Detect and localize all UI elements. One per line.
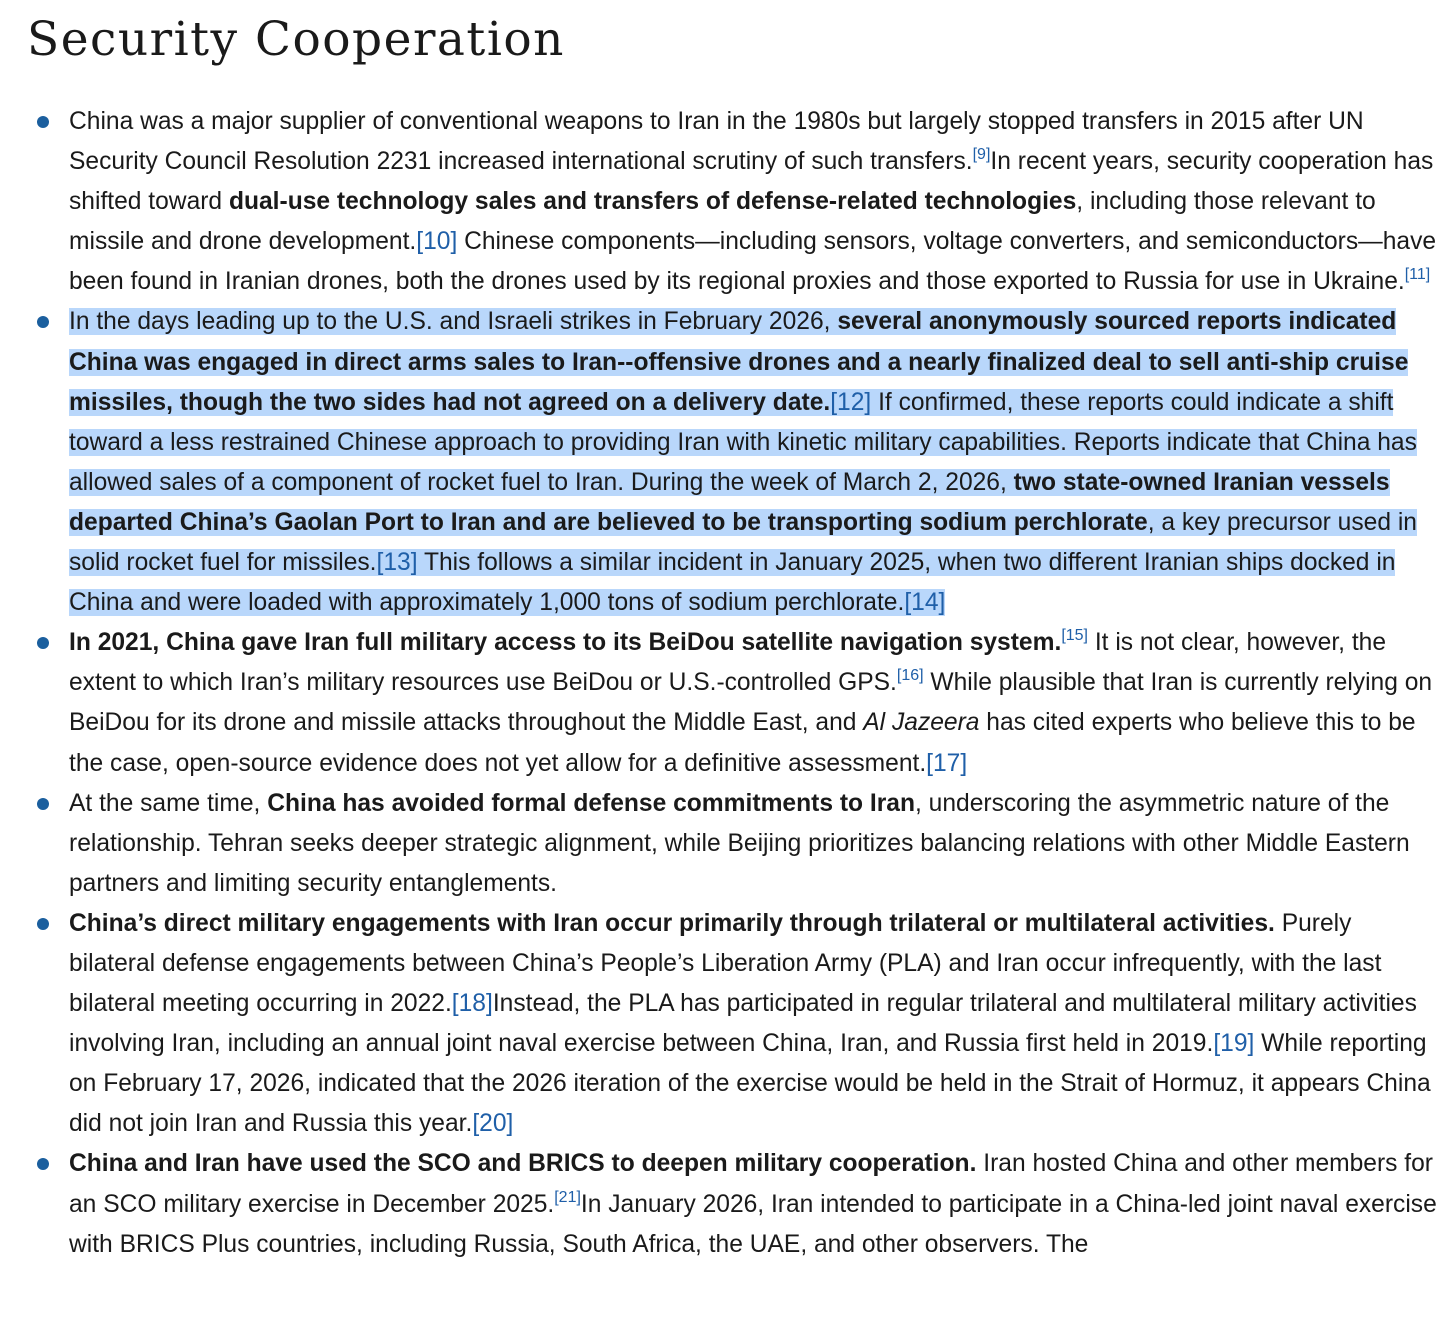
item-bold-text: China has avoided formal defense commitments to Iran — [267, 789, 915, 817]
citation-link[interactable]: [14] — [904, 589, 946, 617]
citation-link[interactable]: [12] — [830, 388, 872, 416]
bullet-icon — [37, 918, 49, 930]
item-text: It is not clear, however, the extent to which Iran’s military resources use BeiDou or U.S.-controlled GPS. — [69, 629, 1387, 697]
item-text: If confirmed, these reports could indicate a shift toward a less restrained Chinese approach to providing Iran with kinetic military capabilities. Reports indicate that China has allowed sales of a component of rocket fuel to Iran. During the week of March 2, 2026, — [69, 388, 1417, 496]
item-text: Purely bilateral defense engagements between China’s People’s Liberation Army (PLA) and Iran occur infrequently, with the last bilateral meeting occurring in 2022. — [69, 909, 1382, 1018]
item-italic-text: Al Jazeera — [863, 709, 980, 737]
item-bold-text: China’s direct military engagements with Iran occur primarily through trilateral or multilateral activities. — [69, 909, 1275, 937]
section-title: Security Cooperation — [27, 12, 565, 67]
item-text: China was a major supplier of conventional weapons to Iran in the 1980s but largely stopped transfers in 2015 after UN Security Council Resolution 2231 increased international scrutiny of such transfers. — [69, 108, 1364, 176]
citation-link[interactable]: [9] — [972, 146, 991, 164]
item-bold-text: In 2021, China gave Iran full military access to its BeiDou satellite navigation system. — [69, 629, 1062, 657]
citation-link[interactable]: [16] — [896, 667, 924, 685]
item-text: In January 2026, Iran intended to participate in a China-led joint naval exercise with BRICS Plus countries, including Russia, South Africa, the UAE, and other observers. The — [69, 1190, 1437, 1258]
item-text: Chinese components—including sensors, voltage converters, and semiconductors—have been found in Iranian drones, both the drones used by its regional proxies and those exported to Russia for use in Ukraine. — [69, 228, 1437, 296]
list-item — [0, 1144, 1440, 1264]
item-text: This follows a similar incident in January 2025, when two different Iranian ships docked in China and were loaded with approximately 1,000 tons of sodium perchlorate. — [69, 549, 1396, 617]
item-text: At the same time, — [69, 789, 268, 817]
citation-link[interactable]: [17] — [926, 749, 968, 777]
item-text: Instead, the PLA has participated in regular trilateral and multilateral military activities involving Iran, including an annual joint naval exercise between China, Iran, and Russia first held in 2019. — [69, 990, 1417, 1058]
list-item — [0, 102, 1440, 302]
citation-link[interactable]: [11] — [1404, 266, 1431, 284]
bullet-list — [0, 102, 1440, 1265]
citation-link[interactable]: [13] — [376, 549, 418, 577]
item-text: , including those relevant to missile and drone development. — [69, 188, 1376, 256]
item-text: In recent years, security cooperation has shifted toward — [69, 148, 1434, 216]
list-item — [0, 784, 1440, 904]
item-text: While reporting on February 17, 2026, indicated that the 2026 iteration of the exercise would be held in the Strait of Hormuz, it appears China did not join Iran and Russia this year. — [69, 1030, 1431, 1138]
bullet-icon — [37, 316, 49, 328]
citation-link[interactable]: [21] — [554, 1188, 581, 1206]
list-item — [0, 302, 1440, 623]
citation-link[interactable]: [15] — [1061, 627, 1088, 645]
item-text: While plausible that Iran is currently relying on BeiDou for its drone and missile attacks throughout the Middle East, and — [69, 669, 1433, 737]
item-bold-text: dual-use technology sales and transfers of defense-related technologies — [228, 188, 1077, 216]
citation-link[interactable]: [20] — [472, 1110, 514, 1138]
bullet-icon — [37, 116, 49, 128]
citation-link[interactable]: [18] — [451, 990, 493, 1018]
bullet-icon — [37, 637, 49, 649]
item-text: has cited experts who believe this to be the case, open-source evidence does not yet allow for a definitive assessment. — [69, 709, 1416, 777]
item-bold-text: China and Iran have used the SCO and BRICS to deepen military cooperation. — [69, 1150, 977, 1178]
item-text: , underscoring the asymmetric nature of the relationship. Tehran seeks deeper strategic alignment, while Beijing prioritizes balancing relations with other Middle Eastern partners and limiting security entanglements. — [69, 789, 1410, 897]
item-text: , a key precursor used in solid rocket fuel for missiles. — [69, 508, 1417, 577]
selected-text — [69, 308, 1417, 616]
item-bold-text: two state-owned Iranian vessels departed China’s Gaolan Port to Iran and are believed to be transporting sodium perchlorate — [69, 468, 1390, 536]
citation-link[interactable]: [10] — [416, 228, 458, 256]
bullet-icon — [37, 1158, 49, 1170]
item-bold-text: several anonymously sourced reports indicated China was engaged in direct arms sales to Iran--offensive drones and a nearly finalized deal to sell anti-ship cruise missiles, though the two sides had not agreed on a delivery date. — [69, 308, 1409, 416]
item-text: In the days leading up to the U.S. and Israeli strikes in February 2026, — [69, 308, 838, 336]
list-item — [0, 904, 1440, 1145]
citation-link[interactable]: [19] — [1213, 1030, 1255, 1058]
list-item — [0, 623, 1440, 783]
bullet-icon — [37, 798, 49, 810]
item-text: Iran hosted China and other members for an SCO military exercise in December 2025. — [69, 1150, 1433, 1218]
